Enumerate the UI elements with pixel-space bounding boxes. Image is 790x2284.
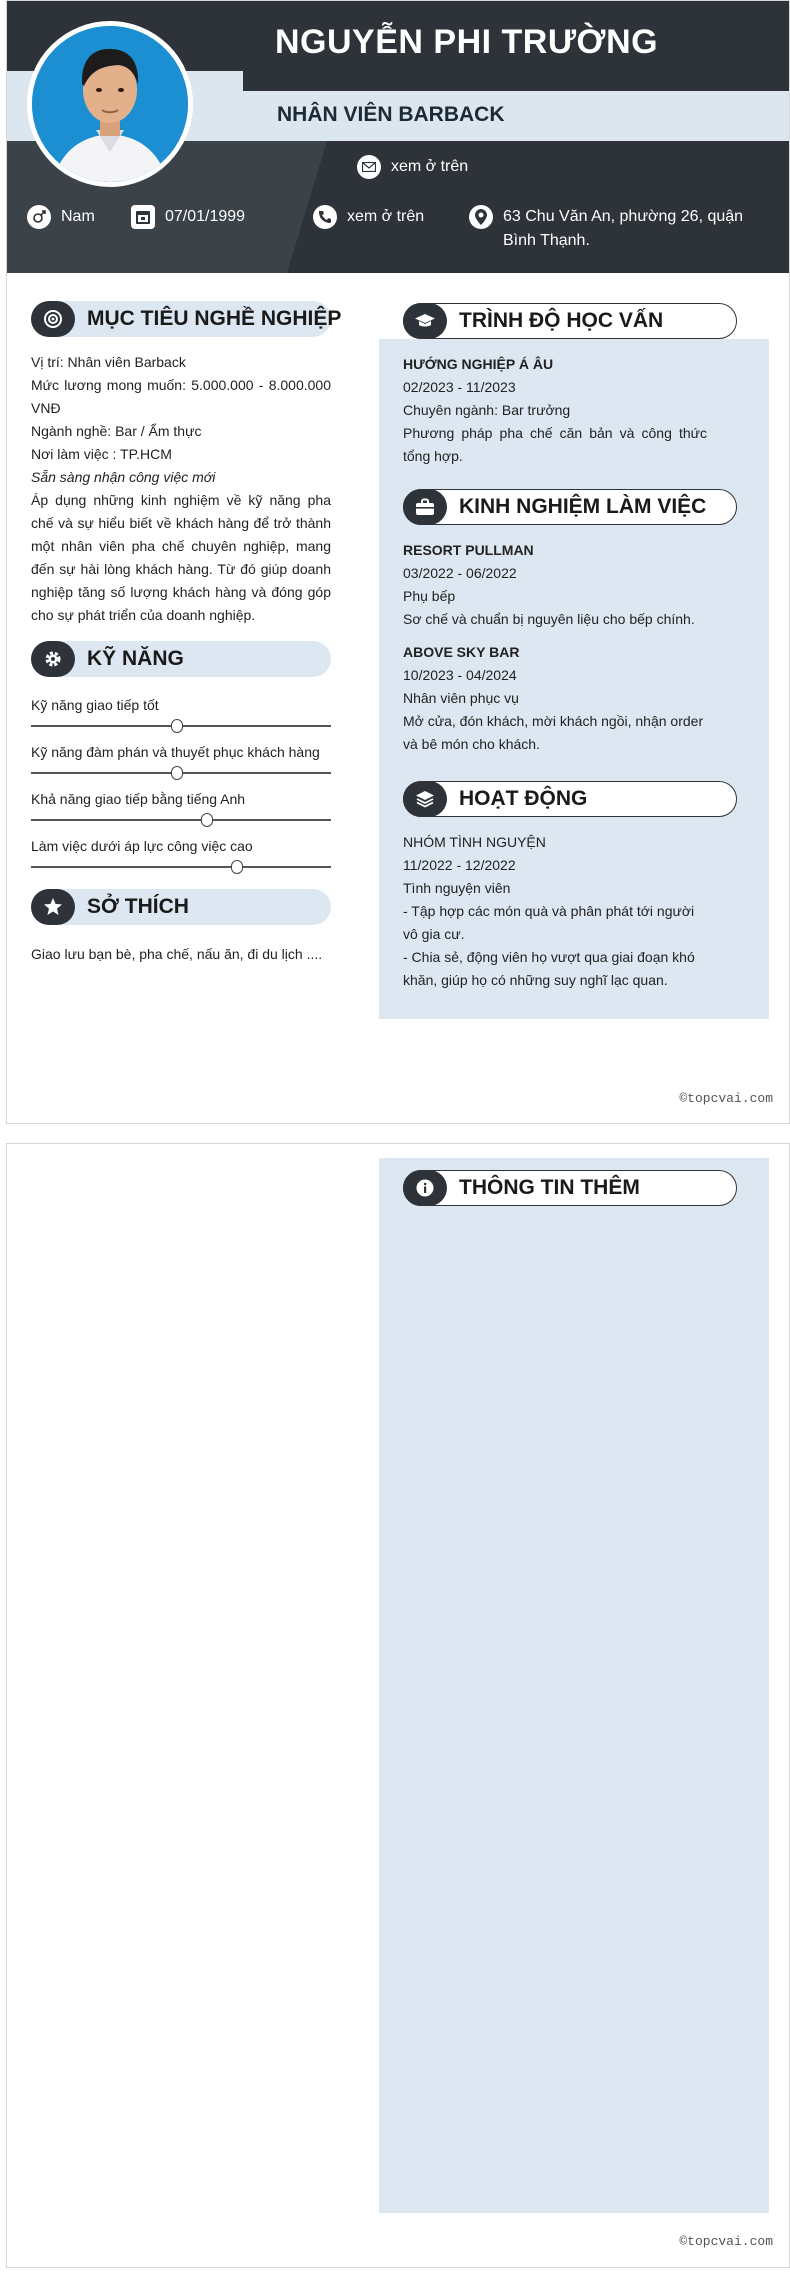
skill-slider [31,766,331,780]
objective-summary: Áp dụng những kinh nghiệm về kỹ năng pha chế và sự hiểu biết về khách hàng để trở thành một nhân viên pha chế chuyên nghiệp, mang đến sự hài lòng khách hàng. Từ đó giúp doanh nghiệp tăng số lượng khách hàng và đóng góp cho sự phát triển của doanh nghiệp. [31,492,331,623]
job-detail: Mở cửa, đón khách, mời khách ngồi, nhận order và bê món cho khách. [403,713,704,752]
contact-address [469,205,769,253]
education-period: 02/2023 - 11/2023 [403,379,516,395]
cv-page-1 [6,0,790,1124]
activity-org: NHÓM TÌNH NGUYỆN [403,834,546,850]
education-heading [403,303,737,339]
skill-item [31,695,331,733]
job-role: Phụ bếp [403,588,456,604]
gear-icon [31,641,75,677]
hobbies-heading [31,889,331,925]
skill-slider-knob [171,766,183,780]
activity-bullet: - Tập hợp các món quà và phân phát tới người vô gia cư. [403,903,695,942]
objective-heading [31,301,342,337]
skill-label: Kỹ năng đàm phán và thuyết phục khách hàng [31,744,320,760]
education-major: Chuyên ngành: Bar trưởng [403,402,571,418]
graduation-cap-icon [403,303,447,339]
skill-slider-knob [171,719,183,733]
experience-job [403,539,707,631]
objective-content [31,351,331,627]
objective-line: Nơi làm việc : TP.HCM [31,446,172,462]
skill-item [31,836,331,874]
contact-gender [27,205,95,229]
activity-role: Tình nguyện viên [403,880,511,896]
skills-heading [31,641,331,677]
skills-heading-text: KỸ NĂNG [87,647,184,670]
watermark: ©topcvai.com [679,1091,773,1106]
gender-value: Nam [61,208,95,225]
right-column-panel [379,1158,769,2213]
activities-entry [403,831,707,992]
job-company: ABOVE SKY BAR [403,644,520,660]
phone-icon [313,205,337,229]
skill-slider-track [31,819,331,821]
job-company: RESORT PULLMAN [403,542,534,558]
target-icon [31,301,75,337]
activities-heading [403,781,737,817]
objective-line: Mức lương mong muốn: 5.000.000 - 8.000.000 VNĐ [31,377,331,416]
candidate-name: NGUYỄN PHI TRƯỜNG [275,23,659,61]
birthday-value: 07/01/1999 [165,208,246,225]
skill-label: Làm việc dưới áp lực công việc cao [31,838,253,854]
objective-ready: Sẵn sàng nhận công việc mới [31,469,216,485]
address-value: 63 Chu Văn An, phường 26, quận Bình Thạnh. [503,208,744,249]
skill-slider [31,860,331,874]
cv-page-2 [6,1143,790,2268]
skill-label: Kỹ năng giao tiếp tốt [31,697,159,713]
skill-slider-track [31,866,331,868]
additional-info-heading [403,1170,737,1206]
contact-phone[interactable] [313,205,424,229]
phone-value: xem ở trên [347,208,425,225]
job-detail: Sơ chế và chuẩn bị nguyên liệu cho bếp chính. [403,611,695,627]
info-icon [403,1170,447,1206]
skill-item [31,789,331,827]
skill-item [31,742,331,780]
experience-heading-text: KINH NGHIỆM LÀM VIỆC [459,495,707,518]
calendar-icon [131,205,155,229]
star-icon [31,889,75,925]
briefcase-icon [403,489,447,525]
skill-label: Khả năng giao tiếp bằng tiếng Anh [31,791,246,807]
education-entry [403,353,707,468]
objective-heading-text: MỤC TIÊU NGHỀ NGHIỆP [87,307,342,330]
activity-period: 11/2022 - 12/2022 [403,857,516,873]
skill-slider [31,813,331,827]
hobbies-heading-text: SỞ THÍCH [87,895,189,918]
watermark: ©topcvai.com [679,2234,773,2249]
layers-icon [403,781,447,817]
contact-email[interactable] [357,155,468,179]
additional-info-heading-text: THÔNG TIN THÊM [459,1176,640,1199]
activity-bullet: - Chia sẻ, động viên họ vượt qua giai đoạn khó khăn, giúp họ có những suy nghĩ lạc quan. [403,949,695,988]
gender-icon [27,205,51,229]
skill-slider-knob [231,860,243,874]
objective-line: Ngành nghề: Bar / Ẩm thực [31,423,202,439]
job-period: 10/2023 - 04/2024 [403,667,517,683]
hobbies-text: Giao lưu bạn bè, pha chế, nấu ăn, đi du lịch .... [31,946,323,962]
email-value: xem ở trên [391,158,469,175]
skill-slider-knob [201,813,213,827]
education-school: HƯỚNG NGHIỆP Á ÂU [403,356,554,372]
education-heading-text: TRÌNH ĐỘ HỌC VẤN [459,309,664,332]
envelope-icon [357,155,381,179]
skill-slider [31,719,331,733]
experience-heading [403,489,737,525]
avatar-photo [32,26,188,182]
job-title: NHÂN VIÊN BARBACK [277,103,505,126]
contact-birthday [131,205,245,229]
experience-job [403,641,707,756]
job-period: 03/2022 - 06/2022 [403,565,517,581]
location-pin-icon [469,205,493,229]
avatar [27,21,193,187]
education-detail: Phương pháp pha chế căn bản và công thức tổng hợp. [403,425,707,464]
activities-heading-text: HOẠT ĐỘNG [459,787,588,810]
objective-line: Vị trí: Nhân viên Barback [31,354,186,370]
job-role: Nhân viên phục vụ [403,690,519,706]
